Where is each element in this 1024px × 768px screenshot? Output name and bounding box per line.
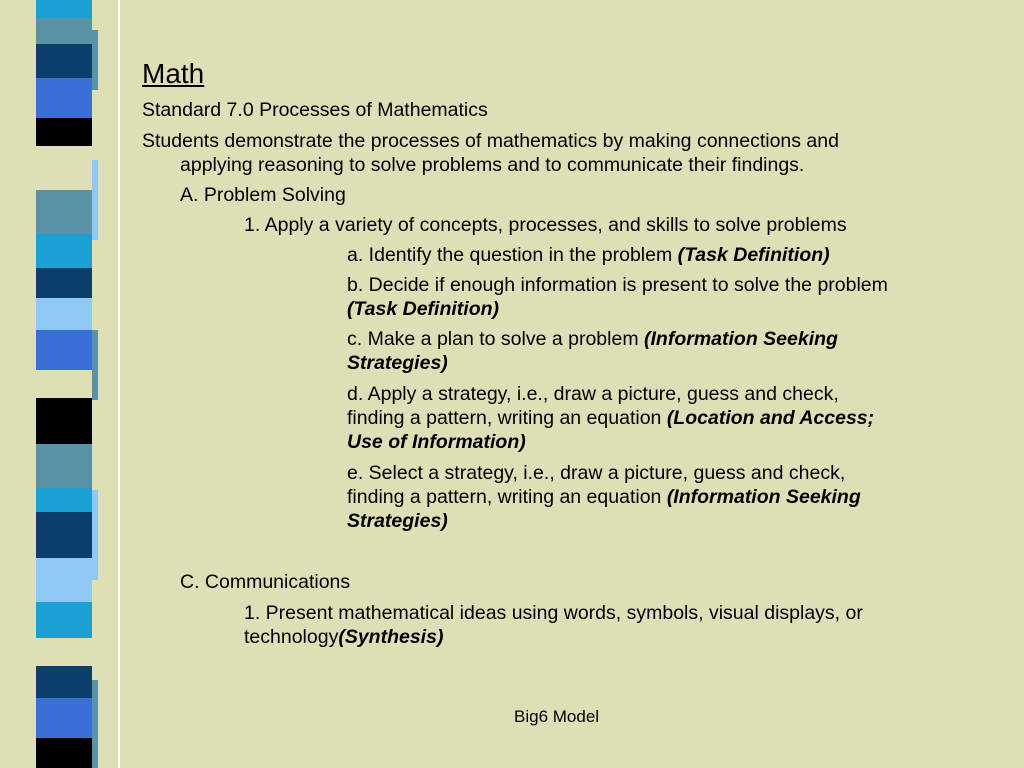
- sub-item-c-text: c. Make a plan to solve a problem: [347, 328, 644, 350]
- sub-item-d-line-2: [347, 406, 874, 430]
- section-c-heading: C. Communications: [180, 571, 351, 593]
- sub-item-e-tag-2: Strategies): [347, 510, 448, 532]
- slide-footer: Big6 Model: [514, 707, 600, 726]
- item-c1-line-1: 1. Present mathematical ideas using words, symbols, visual displays, or: [244, 602, 863, 624]
- sub-item-e-line-2-text: finding a pattern, writing an equation: [347, 486, 667, 508]
- sub-item-c-tag-2: Strategies): [347, 352, 448, 374]
- sub-item-c: [347, 327, 838, 351]
- item-c1-line-2-text: technology: [244, 626, 339, 648]
- section-a-heading: A. Problem Solving: [180, 184, 346, 206]
- sub-item-d-line-1: d. Apply a strategy, i.e., draw a picture, guess and check,: [347, 383, 839, 405]
- sub-item-b-text: b. Decide if enough information is present to solve the problem: [347, 274, 888, 296]
- slide-title: Math: [142, 58, 205, 89]
- sub-item-d-line-2-text: finding a pattern, writing an equation: [347, 407, 667, 429]
- item-a1: 1. Apply a variety of concepts, processes, and skills to solve problems: [244, 214, 847, 236]
- sub-item-a: [347, 243, 830, 267]
- sub-item-e-line-1: e. Select a strategy, i.e., draw a picture, guess and check,: [347, 462, 846, 484]
- item-c1-line-2: [244, 625, 443, 649]
- sub-item-d-tag-2: Use of Information): [347, 431, 526, 453]
- sub-item-a-tag: (Task Definition): [677, 244, 830, 266]
- sub-item-b-tag: (Task Definition): [347, 298, 500, 320]
- sub-item-e-tag-1: (Information Seeking: [666, 486, 861, 508]
- sub-item-d-tag-1: (Location and Access;: [666, 407, 875, 429]
- intro-line-2: applying reasoning to solve problems and to communicate their findings.: [180, 154, 805, 176]
- sub-item-c-tag-1: (Information Seeking: [644, 328, 838, 350]
- intro-line-1: Students demonstrate the processes of mathematics by making connections and: [142, 130, 839, 152]
- standard-heading: Standard 7.0 Processes of Mathematics: [142, 99, 488, 121]
- item-c1-tag: (Synthesis): [338, 626, 444, 648]
- sub-item-e-line-2: [347, 485, 861, 509]
- sub-item-a-text: a. Identify the question in the problem: [347, 244, 678, 266]
